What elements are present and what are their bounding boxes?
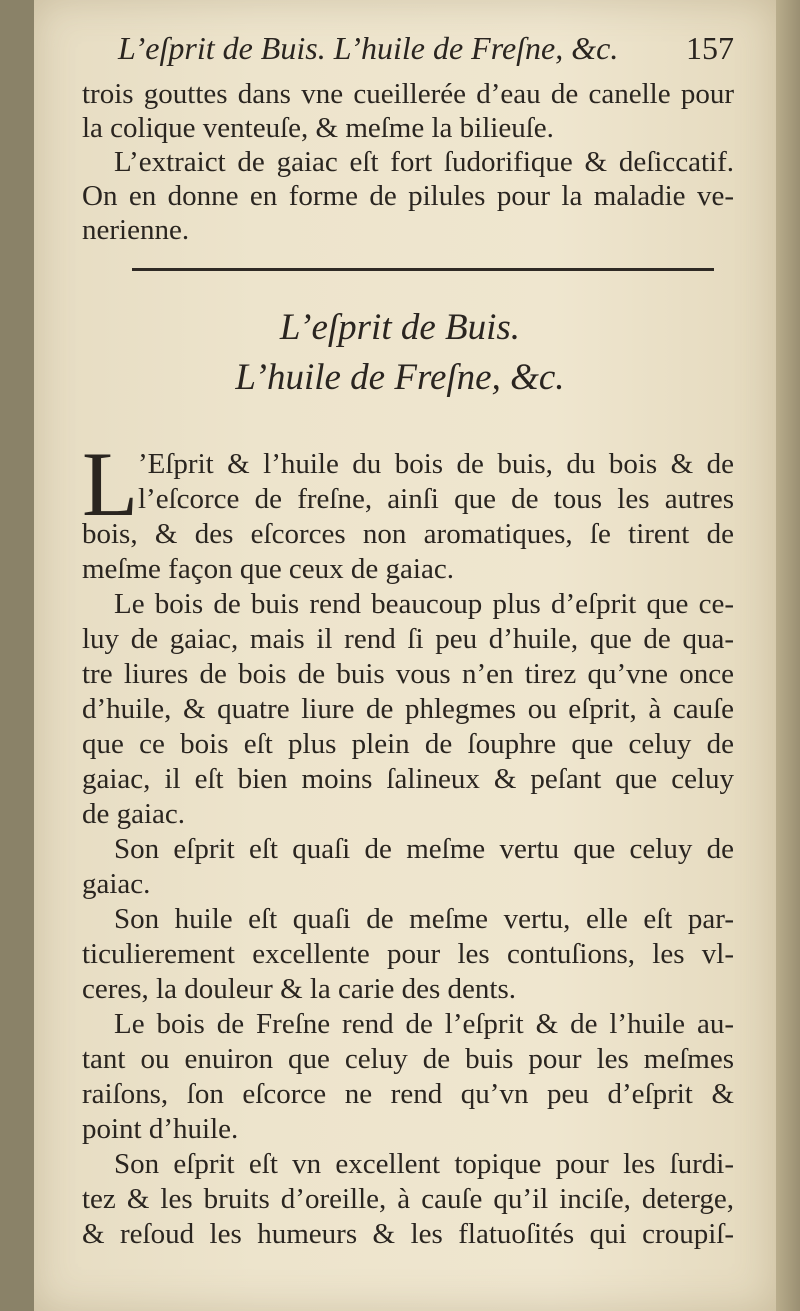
text-line: Le bois de Freſne rend de l’eſprit & de l’huile au- — [114, 1008, 734, 1040]
text-line: luy de gaiac, mais il rend ſi peu d’huile, que de qua- — [82, 623, 734, 655]
text-line: & reſoud les humeurs & les flatuoſités qui croupiſ- — [82, 1218, 734, 1250]
text-line: trois gouttes dans vne cueillerée d’eau de canelle pour — [82, 78, 734, 110]
text-line: L’extraict de gaiac eſt fort ſudorifique & deſiccatif. — [114, 146, 734, 178]
text-line: Son huile eſt quaſi de meſme vertu, elle eſt par- — [114, 903, 734, 935]
page-edge — [776, 0, 800, 1311]
text-line: gaiac, il eſt bien moins ſalineux & peſant que celuy — [82, 763, 734, 795]
section-divider — [132, 268, 714, 271]
running-header — [118, 30, 734, 67]
text-line: Son eſprit eſt vn excellent topique pour les ſurdi- — [114, 1148, 734, 1180]
text-line: ceres, la douleur & la carie des dents. — [82, 973, 517, 1005]
drop-cap: L — [82, 433, 139, 535]
text-line: bois, & des eſcorces non aromatiques, ſe tirent de — [82, 518, 734, 550]
text-line: tre liures de bois de buis vous n’en tirez qu’vne once — [82, 658, 734, 690]
text-line: gaiac. — [82, 868, 151, 900]
text-line: Son eſprit eſt quaſi de meſme vertu que celuy de — [114, 833, 734, 865]
text-line: de gaiac. — [82, 798, 186, 830]
text-line: que ce bois eſt plus plein de ſouphre que celuy de — [82, 728, 734, 760]
text-line: la colique venteuſe, & meſme la bilieuſe. — [82, 112, 554, 144]
text-line: ’Eſprit & l’huile du bois de buis, du bois & de — [138, 448, 734, 480]
text-line: point d’huile. — [82, 1113, 239, 1145]
text-line: d’huile, & quatre liure de phlegmes ou eſprit, à cauſe — [82, 693, 734, 725]
text-line: l’eſcorce de freſne, ainſi que de tous les autres — [138, 483, 734, 515]
text-line: meſme façon que ceux de gaiac. — [82, 553, 454, 585]
text-line: raiſons, ſon eſcorce ne rend qu’vn peu d’eſprit & — [82, 1078, 734, 1110]
text-line: tant ou enuiron que celuy de buis pour les meſmes — [82, 1043, 734, 1075]
text-line: nerienne. — [82, 214, 190, 246]
text-line: Le bois de buis rend beaucoup plus d’eſprit que ce- — [114, 588, 734, 620]
text-line: On en donne en forme de pilules pour la maladie ve- — [82, 180, 734, 212]
text-line: ticulierement excellente pour les contuſions, les vl- — [82, 938, 734, 970]
page-number: 157 — [686, 30, 734, 66]
running-title: L’eſprit de Buis. L’huile de Freſne, &c. — [118, 30, 619, 66]
section-title-line-1: L’eſprit de Buis. — [279, 307, 521, 348]
section-title-line-2: L’huile de Freſne, &c. — [235, 357, 565, 398]
text-line: tez & les bruits d’oreille, à cauſe qu’il inciſe, deterge, — [82, 1183, 734, 1215]
